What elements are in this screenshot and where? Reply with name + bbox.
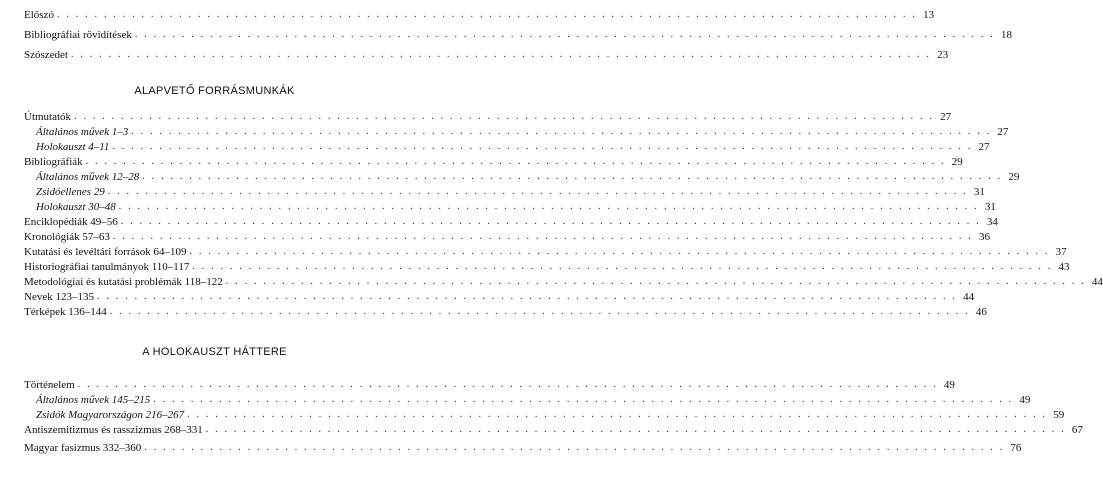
section-heading-holocaust-background: A HOLOKAUSZT HÁTTERE — [142, 346, 287, 358]
toc-entry-label: Historiográfiai tanulmányok 110–117 — [24, 261, 190, 273]
dot-leader: . . . . . . . . . . . . . . . . . . . . . . . . . . . . . . . . . . . . . . . . . . . . . . . . . . . . . . . . . . . . . . . . . . . . . . . . . . . . . . . . . . . . . . . . . . . . — [131, 126, 992, 137]
toc-entry — [24, 423, 1083, 437]
dot-leader: . . . . . . . . . . . . . . . . . . . . . . . . . . . . . . . . . . . . . . . . . . . . . . . . . . . . . . . . . . . . . . . . . . . . . . . . . . . . . . . . . . . . . . . . . . . . — [205, 424, 1066, 435]
toc-entry — [24, 305, 987, 319]
toc-entry-label: Magyar fasizmus 332–360 — [24, 442, 142, 454]
toc-entry-page: 29 — [1008, 171, 1020, 183]
toc-entry-label: Nevek 123–135 — [24, 291, 94, 303]
toc-entry-page: 18 — [1000, 29, 1012, 41]
dot-leader: . . . . . . . . . . . . . . . . . . . . . . . . . . . . . . . . . . . . . . . . . . . . . . . . . . . . . . . . . . . . . . . . . . . . . . . . . . . . . . . . . . . . . . . . . . . . — [77, 379, 938, 390]
dot-leader: . . . . . . . . . . . . . . . . . . . . . . . . . . . . . . . . . . . . . . . . . . . . . . . . . . . . . . . . . . . . . . . . . . . . . . . . . . . . . . . . . . . . . . . . . . . . — [134, 29, 995, 40]
toc-entry-label: Enciklopédiák 49–56 — [24, 216, 118, 228]
toc-subentry — [36, 393, 1031, 407]
dot-leader: . . . . . . . . . . . . . . . . . . . . . . . . . . . . . . . . . . . . . . . . . . . . . . . . . . . . . . . . . . . . . . . . . . . . . . . . . . . . . . . . . . . . . . . . . . . . — [142, 171, 1003, 182]
dot-leader: . . . . . . . . . . . . . . . . . . . . . . . . . . . . . . . . . . . . . . . . . . . . . . . . . . . . . . . . . . . . . . . . . . . . . . . . . . . . . . . . . . . . . . . . . . . . — [74, 111, 935, 122]
toc-subentry — [36, 408, 1065, 422]
toc-entry — [24, 290, 975, 304]
toc-entry-label: Szószedet — [24, 49, 68, 61]
dot-leader: . . . . . . . . . . . . . . . . . . . . . . . . . . . . . . . . . . . . . . . . . . . . . . . . . . . . . . . . . . . . . . . . . . . . . . . . . . . . . . . . . . . . . . . . . . . . — [187, 409, 1048, 420]
toc-entry-label: Bibliográfiai rövidítések — [24, 29, 132, 41]
toc-entry-label: Általános művek 145–215 — [36, 394, 151, 406]
toc-entry — [24, 215, 998, 229]
toc-entry-label: Útmutatók — [24, 111, 72, 123]
toc-entry-page: 13 — [923, 9, 935, 21]
toc-entry-glossary — [24, 48, 949, 62]
toc-entry-label: Bibliográfiák — [24, 156, 83, 168]
toc-entry-label: Előszó — [24, 9, 54, 21]
dot-leader: . . . . . . . . . . . . . . . . . . . . . . . . . . . . . . . . . . . . . . . . . . . . . . . . . . . . . . . . . . . . . . . . . . . . . . . . . . . . . . . . . . . . . . . . . . . . — [70, 49, 932, 60]
dot-leader: . . . . . . . . . . . . . . . . . . . . . . . . . . . . . . . . . . . . . . . . . . . . . . . . . . . . . . . . . . . . . . . . . . . . . . . . . . . . . . . . . . . . . . . . . . . . — [192, 261, 1053, 272]
toc-entry — [24, 441, 1022, 455]
toc-entry — [24, 245, 1067, 259]
toc-entry-label: Holokauszt 30–48 — [36, 201, 116, 213]
toc-entry — [24, 230, 990, 244]
toc-entry-page: 31 — [984, 201, 996, 213]
toc-entry-label: Kronológiák 57–63 — [24, 231, 110, 243]
toc-entry-page: 49 — [943, 379, 955, 391]
toc-entry — [24, 110, 952, 124]
toc-entry-label: Kutatási és levéltári források 64–109 — [24, 246, 187, 258]
toc-entry-label: Általános művek 12–28 — [36, 171, 140, 183]
toc-subentry — [36, 125, 1009, 139]
dot-leader: . . . . . . . . . . . . . . . . . . . . . . . . . . . . . . . . . . . . . . . . . . . . . . . . . . . . . . . . . . . . . . . . . . . . . . . . . . . . . . . . . . . . . . . . . . . . — [56, 9, 918, 20]
toc-entry-page: 44 — [1091, 276, 1103, 288]
toc-entry-label: Metodológiai és kutatási problémák 118–122 — [24, 276, 223, 288]
toc-entry-page: 37 — [1055, 246, 1067, 258]
toc-entry-foreword — [24, 8, 935, 22]
dot-leader: . . . . . . . . . . . . . . . . . . . . . . . . . . . . . . . . . . . . . . . . . . . . . . . . . . . . . . . . . . . . . . . . . . . . . . . . . . . . . . . . . . . . . . . . . . . . — [225, 276, 1086, 287]
dot-leader: . . . . . . . . . . . . . . . . . . . . . . . . . . . . . . . . . . . . . . . . . . . . . . . . . . . . . . . . . . . . . . . . . . . . . . . . . . . . . . . . . . . . . . . . . . . . — [85, 156, 946, 167]
toc-subentry — [36, 170, 1020, 184]
toc-entry-page: 27 — [978, 141, 990, 153]
toc-entry-page: 46 — [975, 306, 987, 318]
dot-leader: . . . . . . . . . . . . . . . . . . . . . . . . . . . . . . . . . . . . . . . . . . . . . . . . . . . . . . . . . . . . . . . . . . . . . . . . . . . . . . . . . . . . . . . . . . . . — [189, 246, 1050, 257]
toc-entry-page: 36 — [978, 231, 990, 243]
dot-leader: . . . . . . . . . . . . . . . . . . . . . . . . . . . . . . . . . . . . . . . . . . . . . . . . . . . . . . . . . . . . . . . . . . . . . . . . . . . . . . . . . . . . . . . . . . . . — [118, 201, 979, 212]
dot-leader: . . . . . . . . . . . . . . . . . . . . . . . . . . . . . . . . . . . . . . . . . . . . . . . . . . . . . . . . . . . . . . . . . . . . . . . . . . . . . . . . . . . . . . . . . . . . — [112, 231, 973, 242]
section-heading-basic-sources: ALAPVETŐ FORRÁSMUNKÁK — [134, 85, 295, 97]
toc-entry-page: 43 — [1058, 261, 1070, 273]
toc-subentry — [36, 140, 990, 154]
toc-entry-page: 31 — [973, 186, 985, 198]
toc-entry-label: Holokauszt 4–11 — [36, 141, 110, 153]
dot-leader: . . . . . . . . . . . . . . . . . . . . . . . . . . . . . . . . . . . . . . . . . . . . . . . . . . . . . . . . . . . . . . . . . . . . . . . . . . . . . . . . . . . . . . . . . . . . — [144, 442, 1005, 453]
toc-subentry — [36, 185, 985, 199]
toc-entry — [24, 378, 955, 392]
toc-entry-label: Történelem — [24, 379, 75, 391]
toc-entry-page: 44 — [963, 291, 975, 303]
dot-leader: . . . . . . . . . . . . . . . . . . . . . . . . . . . . . . . . . . . . . . . . . . . . . . . . . . . . . . . . . . . . . . . . . . . . . . . . . . . . . . . . . . . . . . . . . . . . — [112, 141, 973, 152]
toc-entry-label: Antiszemitizmus és rasszizmus 268–331 — [24, 424, 203, 436]
toc-entry — [24, 275, 1103, 289]
toc-entry-page: 27 — [940, 111, 952, 123]
toc-entry — [24, 260, 1070, 274]
toc-entry-page: 59 — [1053, 409, 1065, 421]
toc-entry-label: Zsidóellenes 29 — [36, 186, 105, 198]
dot-leader: . . . . . . . . . . . . . . . . . . . . . . . . . . . . . . . . . . . . . . . . . . . . . . . . . . . . . . . . . . . . . . . . . . . . . . . . . . . . . . . . . . . . . . . . . . . . — [153, 394, 1014, 405]
toc-subentry — [36, 200, 996, 214]
toc-entry-page: 29 — [951, 156, 963, 168]
dot-leader: . . . . . . . . . . . . . . . . . . . . . . . . . . . . . . . . . . . . . . . . . . . . . . . . . . . . . . . . . . . . . . . . . . . . . . . . . . . . . . . . . . . . . . . . . . . . — [120, 216, 981, 227]
dot-leader: . . . . . . . . . . . . . . . . . . . . . . . . . . . . . . . . . . . . . . . . . . . . . . . . . . . . . . . . . . . . . . . . . . . . . . . . . . . . . . . . . . . . . . . . . . . . — [96, 291, 958, 302]
toc-entry — [24, 155, 963, 169]
toc-entry-abbreviations — [24, 28, 1012, 42]
toc-entry-page: 49 — [1019, 394, 1031, 406]
toc-entry-label: Általános művek 1–3 — [36, 126, 129, 138]
dot-leader: . . . . . . . . . . . . . . . . . . . . . . . . . . . . . . . . . . . . . . . . . . . . . . . . . . . . . . . . . . . . . . . . . . . . . . . . . . . . . . . . . . . . . . . . . . . . — [107, 186, 968, 197]
toc-entry-page: 27 — [997, 126, 1009, 138]
dot-leader: . . . . . . . . . . . . . . . . . . . . . . . . . . . . . . . . . . . . . . . . . . . . . . . . . . . . . . . . . . . . . . . . . . . . . . . . . . . . . . . . . . . . . . . . . . . . — [109, 306, 970, 317]
toc-entry-label: Térképek 136–144 — [24, 306, 107, 318]
toc-entry-page: 34 — [986, 216, 998, 228]
toc-entry-page: 67 — [1071, 424, 1083, 436]
toc-entry-page: 23 — [937, 49, 949, 61]
toc-entry-label: Zsidók Magyarországon 216–267 — [36, 409, 185, 421]
toc-entry-page: 76 — [1010, 442, 1022, 454]
